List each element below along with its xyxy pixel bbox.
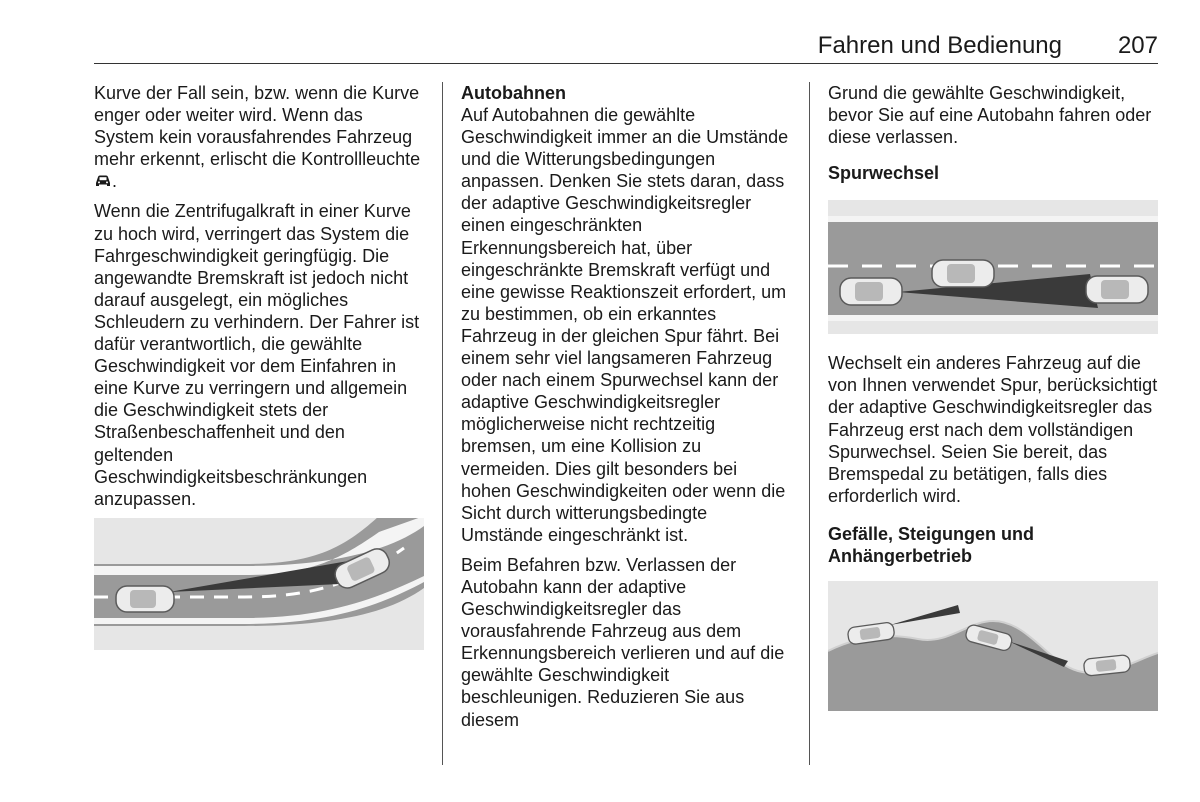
column-divider-right xyxy=(809,82,810,765)
vehicle-ahead xyxy=(1086,276,1148,303)
column-right xyxy=(828,82,1158,711)
header-divider xyxy=(94,63,1158,64)
vehicle-ahead-icon xyxy=(94,173,112,189)
chapter-title: Fahren und Bedienung xyxy=(817,32,1062,59)
column-divider-left xyxy=(442,82,443,765)
curve-illustration xyxy=(94,518,424,650)
page-number: 207 xyxy=(1117,32,1158,59)
paragraph-reduce-speed: Grund die gewählte Geschwindigkeit, bevor Sie auf eine Autobahn fahren oder diese verlassen. xyxy=(828,83,1152,148)
heading-gradients-towing: Gefälle, Steigungen und Anhängerbetrieb xyxy=(828,523,1035,566)
heading-autobahnen: Autobahnen xyxy=(461,83,566,103)
paragraph-lane-change: Wechselt ein anderes Fahrzeug auf die von Ihnen verwendet Spur, berücksichtigt der adaptive Geschwindigkeitsregler das Fahrzeug erst nach dem vollständigen Spurwechsel. Seien Sie bereit, das Bremspedal zu betätigen, falls dies erforderlich wird. xyxy=(828,353,1158,506)
column-middle xyxy=(461,82,791,739)
paragraph-entering-exiting: Beim Befahren bzw. Verlassen der Autobahn kann der adaptive Geschwindigkeitsregler das vorausfahrende Fahrzeug aus dem Erkennungsbereich verlieren und auf die gewählte Geschwindigkeit beschleunigen. Reduzieren Sie aus diesem xyxy=(461,554,785,730)
merging-vehicle xyxy=(932,260,994,287)
paragraph-autobahnen: Auf Autobahnen die gewählte Geschwindigkeit immer an die Umstände und die Witterungsbedingungen anpassen. Denken Sie stets daran, dass der adaptive Geschwindigkeitsregler einen eingeschränkten Erkennungsbereich hat, über eingeschränkte Bremskraft verfügt und eine gewisse Reaktionszeit erfordert, um zu bestimmen, ob ein erkanntes Fahrzeug in der gleichen Spur fährt. Bei einem sehr viel langsameren Fahrzeug oder nach einem Spurwechsel kann der adaptive Geschwindigkeitsregler möglicherweise nicht rechtzeitig bremsen, um eine Kollision zu vermeiden. Dies gilt besonders bei hohen Geschwindigkeiten oder wenn die Sicht durch witterungsbedingte Umstände eingeschränkt ist. xyxy=(461,105,789,545)
lane-change-illustration xyxy=(828,200,1158,334)
heading-spurwechsel: Spurwechsel xyxy=(828,163,940,184)
paragraph-curve-continuation: Kurve der Fall sein, bzw. wenn die Kurve enger oder weiter wird. Wenn das System kein vorausfahrendes Fahrzeug mehr erkennt, erlischt die Kontrollleuchte . xyxy=(94,83,421,192)
own-vehicle xyxy=(116,586,174,612)
gradient-illustration xyxy=(828,581,1158,711)
column-left xyxy=(94,82,424,650)
paragraph-centrifugal: Wenn die Zentrifugalkraft in einer Kurve zu hoch wird, verringert das System die Fahrgeschwindigkeit geringfügig. Die angewandte Bremskraft ist jedoch nicht darauf ausgelegt, ein mögliches Schleudern zu verhindern. Der Fahrer ist dafür verantwortlich, die gewählte Geschwindigkeit vor dem Einfahren in eine Kurve zu verringern und allgemein die Geschwindigkeit stets der Straßenbeschaffenheit und den geltenden Geschwindigkeitsbeschränkungen anzupassen. xyxy=(94,201,420,509)
own-vehicle xyxy=(840,278,902,305)
